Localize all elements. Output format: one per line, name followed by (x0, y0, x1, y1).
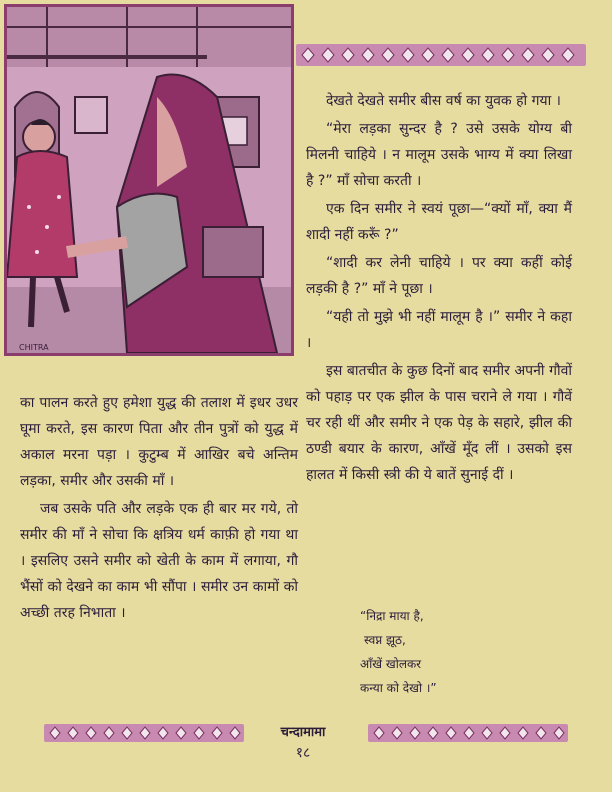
magazine-name: चन्दामामा (280, 725, 326, 740)
story-left-column (20, 390, 298, 628)
illustration-drawing (7, 7, 291, 353)
paragraph: का पालन करते हुए हमेशा युद्ध की तलाश में इधर उधर घूमा करते, इस कारण पिता और तीन पुत्रों को युद्ध में अकाल मरना पड़ा । कुटुम्ब में आखिर बचे अन्तिम लड़का, समीर और उसकी माँ । (20, 395, 298, 489)
page-number: १८ (295, 745, 311, 761)
paragraph: देखते देखते समीर बीस वर्ष का युवक हो गया । (326, 93, 561, 109)
ornamental-band-footer-left (44, 724, 244, 742)
paragraph: इस बातचीत के कुछ दिनों बाद समीर अपनी गौवों को पहाड़ पर एक झील के पास चराने ले गया । गौवें चर रही थीं और समीर ने एक पेड़ के सहारे, झील की ठण्डी बयार के कारण, आँखें मूँद लीं । उसको इस हालत में किसी स्त्री की ये बातें सुनाई दीं । (306, 363, 572, 483)
paragraph: “मेरा लड़का सुन्दर है ? उसे उसके योग्य बी मिलनी चाहिये । न मालूम उसके भाग्य में क्या लिखा है ?” माँ सोचा करती । (306, 121, 572, 189)
ornamental-band-top (296, 44, 586, 66)
story-right-column (306, 88, 572, 490)
artist-signature: CHITRA (19, 343, 49, 352)
ornament-pattern (368, 724, 568, 742)
paragraph: “शादी कर लेनी चाहिये । पर क्या कहीं कोई लड़की है ?” माँ ने पूछा । (306, 255, 572, 297)
poem-line: “निद्रा माया है, (360, 609, 424, 623)
paragraph: “यही तो मुझे भी नहीं मालूम है ।” समीर ने कहा । (306, 309, 572, 351)
paragraph: एक दिन समीर ने स्वयं पूछा—“क्यों माँ, क्या मैं शादी नहीं करूँ ?” (306, 201, 572, 243)
paragraph: जब उसके पति और लड़के एक ही बार मर गये, तो समीर की माँ ने सोचा कि क्षत्रिय धर्म काफ़ी हो गया था । इसलिए उसने समीर को खेती के काम में लगाया, गौ भैंसों को देखने का काम भी सौंपा । समीर उन कामों को अच्छी तरह निभाता । (20, 501, 298, 621)
ornament-pattern (296, 44, 586, 66)
story-illustration (4, 4, 294, 356)
poem-verse (360, 604, 560, 700)
ornamental-band-footer-right (368, 724, 568, 742)
poem-line: स्वप्न झूठ, (364, 633, 406, 647)
poem-line: आँखें खोलकर (360, 657, 422, 671)
ornament-pattern (44, 724, 244, 742)
poem-line: कन्या को देखो ।” (360, 681, 437, 695)
